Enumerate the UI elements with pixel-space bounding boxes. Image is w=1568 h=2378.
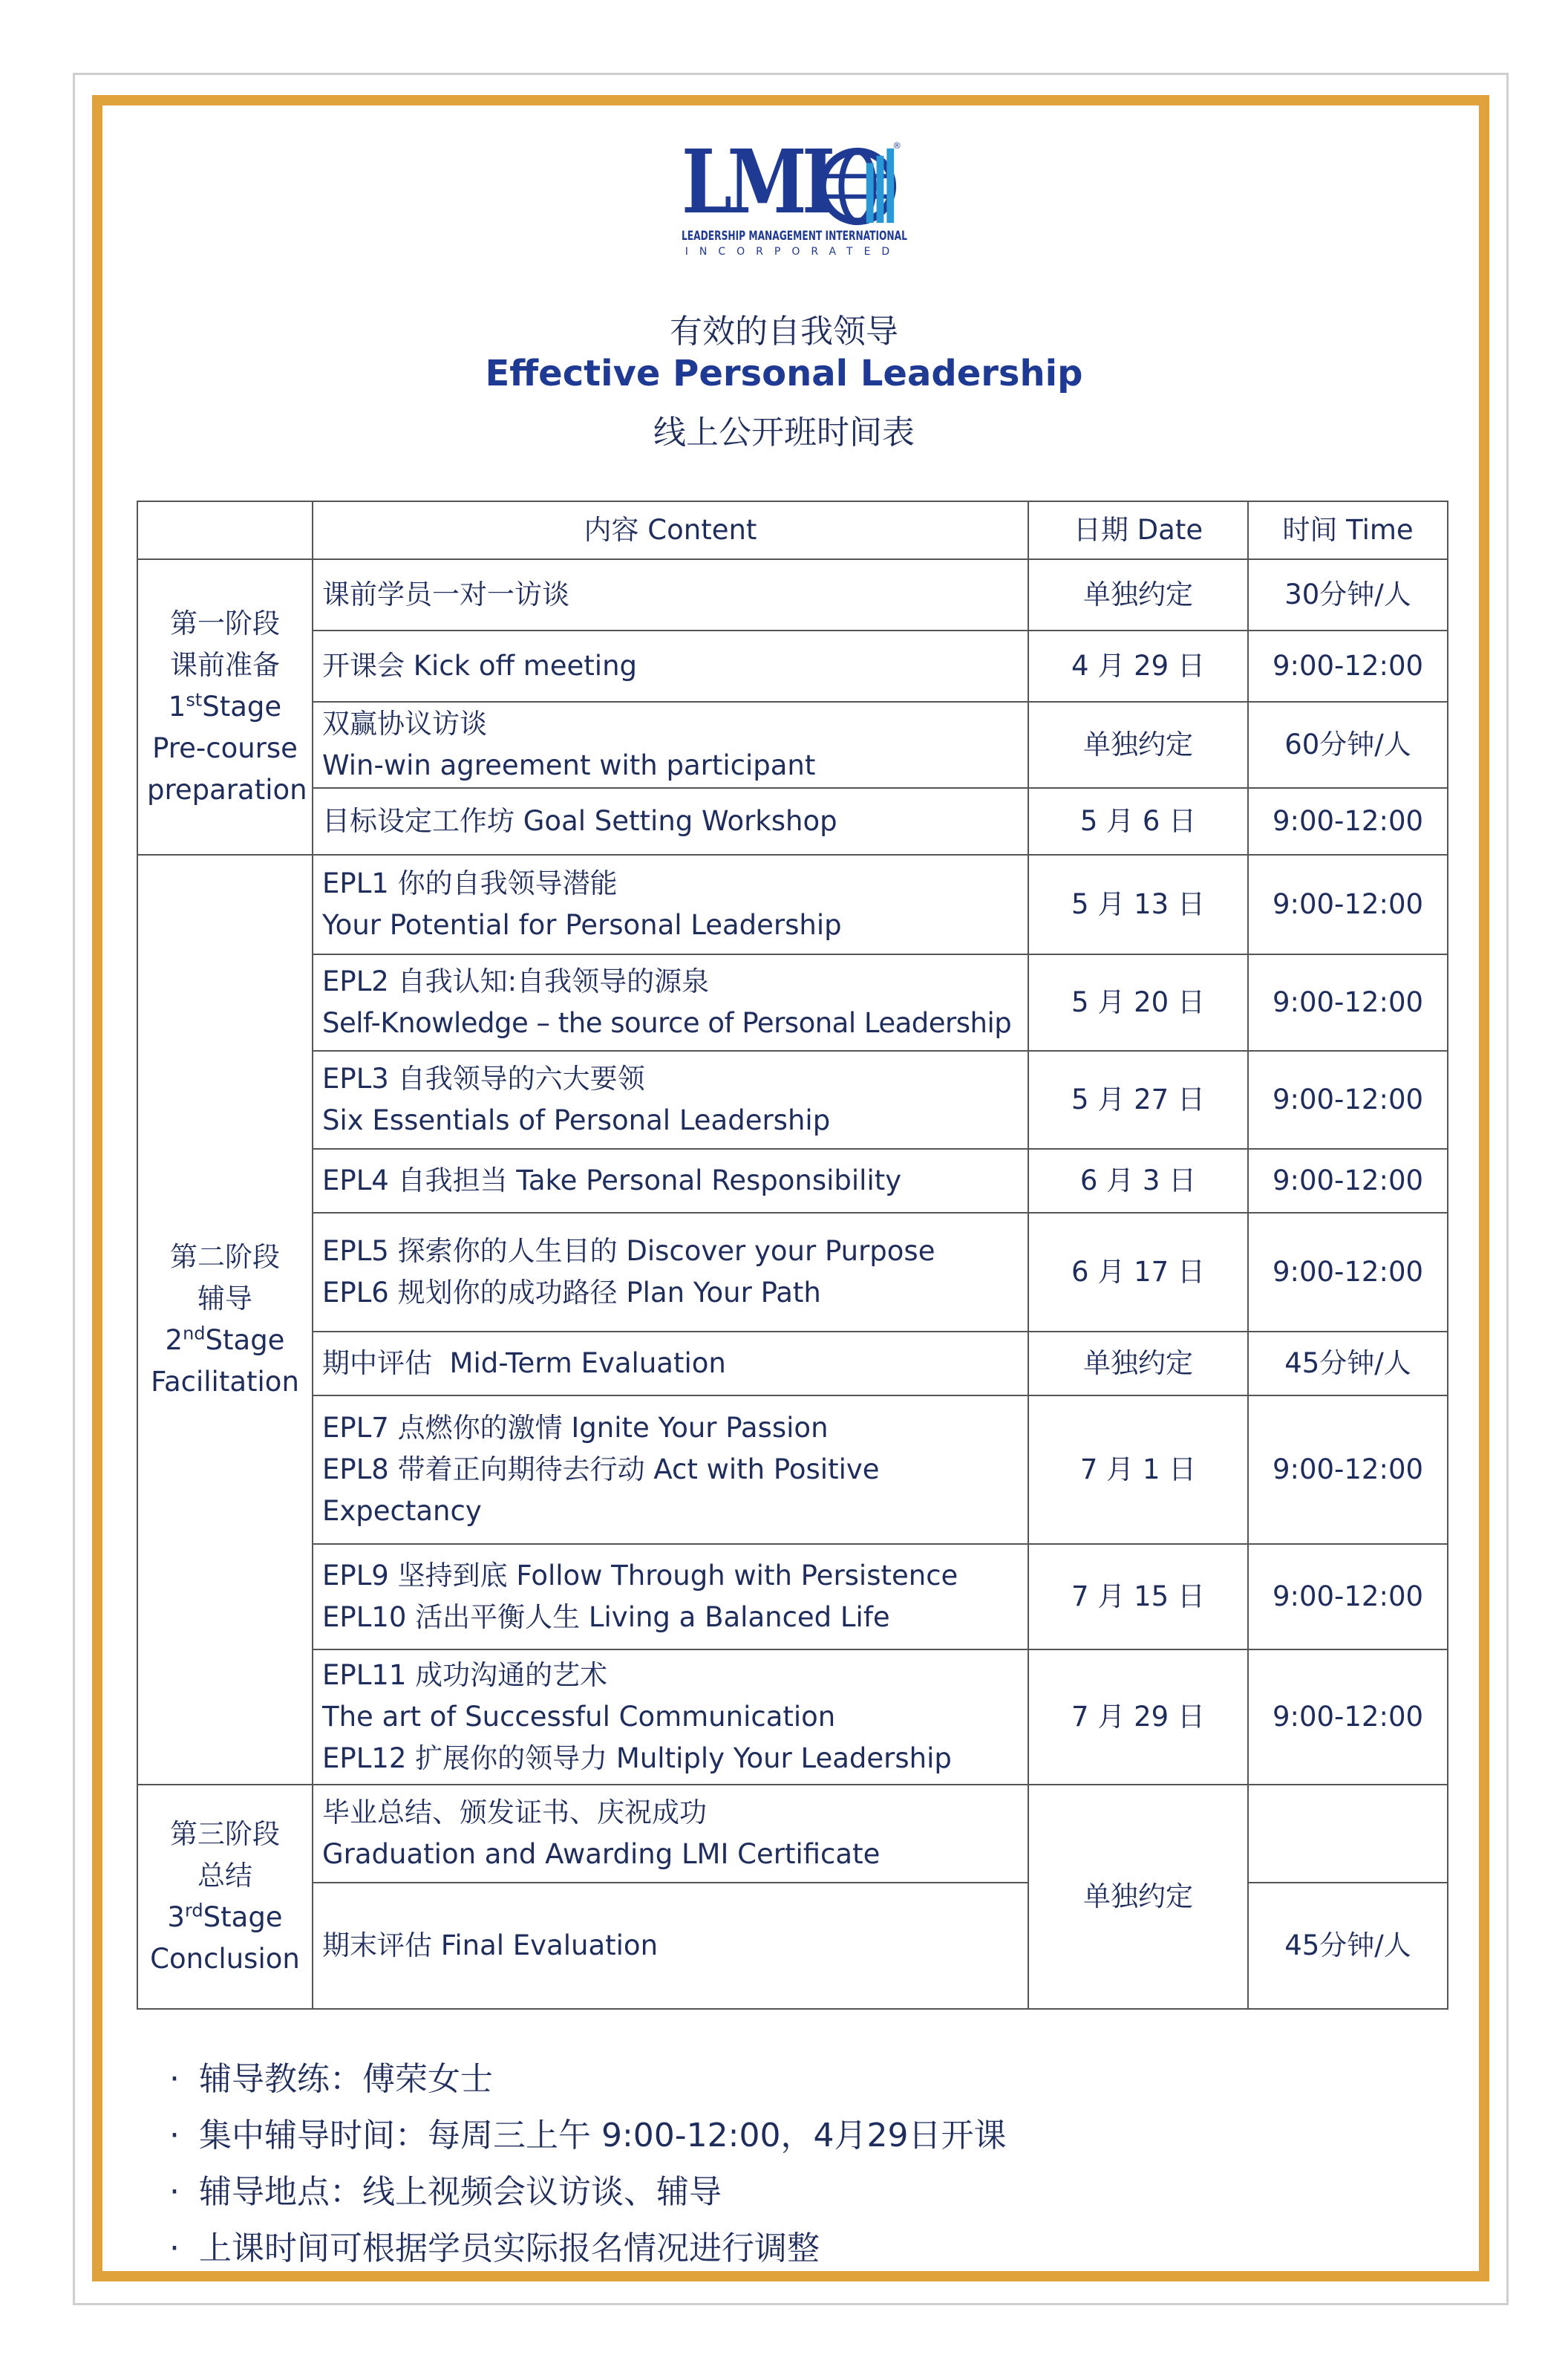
time-cell: 9:00-12:00 — [1248, 1051, 1448, 1149]
stage-number: 3rdStage — [167, 1900, 283, 1933]
content-cell: EPL9 坚持到底 Follow Through with Persistence EPL10 活出平衡人生 Living a Balanced Life — [313, 1544, 1028, 1649]
date-cell: 7 月 29 日 — [1028, 1649, 1248, 1785]
table-row — [137, 702, 1448, 788]
stage-label: 第一阶段 — [170, 607, 280, 639]
lmi-logo — [682, 130, 907, 268]
stage-2-cell — [137, 855, 313, 1785]
content-cell: 开课会 Kick off meeting — [313, 631, 1028, 702]
time-cell: 9:00-12:00 — [1248, 855, 1448, 954]
logo-subtitle-line2: INCORPORATED — [685, 246, 901, 258]
table-row — [137, 559, 1448, 631]
time-cell: 9:00-12:00 — [1248, 954, 1448, 1051]
table-row — [137, 1332, 1448, 1395]
stage-label: 课前准备 — [170, 649, 280, 681]
table-row — [137, 631, 1448, 702]
time-cell: 45分钟/人 — [1248, 1332, 1448, 1395]
stage-number: 2ndStage — [165, 1323, 285, 1356]
schedule-table — [137, 501, 1448, 2010]
title-schedule: 线上公开班时间表 — [653, 414, 915, 452]
date-cell: 7 月 15 日 — [1028, 1544, 1248, 1649]
note-schedule: · 集中辅导时间：每周三上午 9:00-12:00，4月29日开课 — [169, 2117, 1007, 2154]
content-cell: 期中评估 Mid-Term Evaluation — [313, 1332, 1028, 1395]
title-chinese: 有效的自我领导 — [670, 313, 898, 351]
table-row — [137, 1883, 1448, 2009]
table-header-row — [137, 501, 1448, 559]
date-cell: 单独约定 — [1028, 559, 1248, 631]
content-cell: 期末评估 Final Evaluation — [313, 1883, 1028, 2009]
date-cell: 5 月 20 日 — [1028, 954, 1248, 1051]
date-cell: 6 月 3 日 — [1028, 1149, 1248, 1213]
content-cell: EPL4 自我担当 Take Personal Responsibility — [313, 1149, 1028, 1213]
table-row — [137, 1051, 1448, 1149]
stage-number: 1stStage — [168, 689, 282, 723]
header-content: 内容 Content — [313, 501, 1028, 559]
content-cell: 毕业总结、颁发证书、庆祝成功 Graduation and Awarding LMI Certificate — [313, 1785, 1028, 1883]
time-cell: 9:00-12:00 — [1248, 1149, 1448, 1213]
content-cell: EPL5 探索你的人生目的 Discover your Purpose EPL6 规划你的成功路径 Plan Your Path — [313, 1213, 1028, 1332]
date-cell: 4 月 29 日 — [1028, 631, 1248, 702]
stage-label: 总结 — [197, 1860, 252, 1892]
header-stage — [137, 501, 313, 559]
table-row — [137, 788, 1448, 855]
content-cell: EPL11 成功沟通的艺术 The art of Successful Communication EPL12 扩展你的领导力 Multiply Your Leadership — [313, 1649, 1028, 1785]
content-cell: 课前学员一对一访谈 — [313, 559, 1028, 631]
header-time: 时间 Time — [1248, 501, 1448, 559]
note-coach: · 辅导教练：傅荣女士 — [169, 2060, 493, 2098]
stage-label: 第三阶段 — [170, 1818, 280, 1850]
stage-label: preparation — [147, 774, 307, 806]
content-cell: 双赢协议访谈 Win-win agreement with participant — [313, 702, 1028, 788]
note-location: · 辅导地点：线上视频会议访谈、辅导 — [169, 2173, 722, 2211]
table-row — [137, 1544, 1448, 1649]
time-cell: 45分钟/人 — [1248, 1883, 1448, 2009]
stage-label: Conclusion — [150, 1943, 300, 1975]
table-row — [137, 1649, 1448, 1785]
notes-list — [169, 2051, 1006, 2277]
table-row — [137, 1213, 1448, 1332]
title-english: Effective Personal Leadership — [485, 353, 1083, 394]
date-cell: 单独约定 — [1028, 702, 1248, 788]
table-row — [137, 855, 1448, 954]
stage-1-cell — [137, 559, 313, 855]
time-cell: 9:00-12:00 — [1248, 1395, 1448, 1544]
table-row — [137, 1785, 1448, 1883]
time-cell: 9:00-12:00 — [1248, 1649, 1448, 1785]
date-cell: 5 月 27 日 — [1028, 1051, 1248, 1149]
table-row — [137, 954, 1448, 1051]
stage-3-cell — [137, 1785, 313, 2009]
stage-label: 第二阶段 — [170, 1241, 280, 1273]
stage-label: Pre-course — [152, 732, 298, 764]
time-cell: 9:00-12:00 — [1248, 788, 1448, 855]
time-cell: 9:00-12:00 — [1248, 1213, 1448, 1332]
note-adjustment: · 上课时间可根据学员实际报名情况进行调整 — [169, 2229, 820, 2267]
content-cell: EPL3 自我领导的六大要领 Six Essentials of Personal Leadership — [313, 1051, 1028, 1149]
date-cell: 5 月 6 日 — [1028, 788, 1248, 855]
date-cell: 单独约定 — [1028, 1332, 1248, 1395]
registered-mark: ® — [892, 141, 901, 151]
globe-icon — [814, 141, 901, 229]
content-cell: 目标设定工作坊 Goal Setting Workshop — [313, 788, 1028, 855]
logo-subtitle-line1: LEADERSHIP MANAGEMENT INTERNATIONAL — [682, 229, 907, 244]
content-cell: EPL2 自我认知:自我领导的源泉 Self-Knowledge – the source of Personal Leadership — [313, 954, 1028, 1051]
time-cell: 9:00-12:00 — [1248, 1544, 1448, 1649]
content-cell: EPL7 点燃你的激情 Ignite Your Passion EPL8 带着正向期待去行动 Act with Positive Expectancy — [313, 1395, 1028, 1544]
time-cell — [1248, 1785, 1448, 1883]
stage-label: Facilitation — [151, 1366, 299, 1398]
date-cell: 6 月 17 日 — [1028, 1213, 1248, 1332]
date-cell: 单独约定 — [1028, 1785, 1248, 2009]
date-cell: 7 月 1 日 — [1028, 1395, 1248, 1544]
logo-wordmark: LMI — [682, 130, 831, 233]
table-row — [137, 1149, 1448, 1213]
stage-label: 辅导 — [197, 1283, 252, 1315]
table-row — [137, 1395, 1448, 1544]
time-cell: 9:00-12:00 — [1248, 631, 1448, 702]
time-cell: 60分钟/人 — [1248, 702, 1448, 788]
content-cell: EPL1 你的自我领导潜能 Your Potential for Personal Leadership — [313, 855, 1028, 954]
time-cell: 30分钟/人 — [1248, 559, 1448, 631]
header-date: 日期 Date — [1028, 501, 1248, 559]
date-cell: 5 月 13 日 — [1028, 855, 1248, 954]
